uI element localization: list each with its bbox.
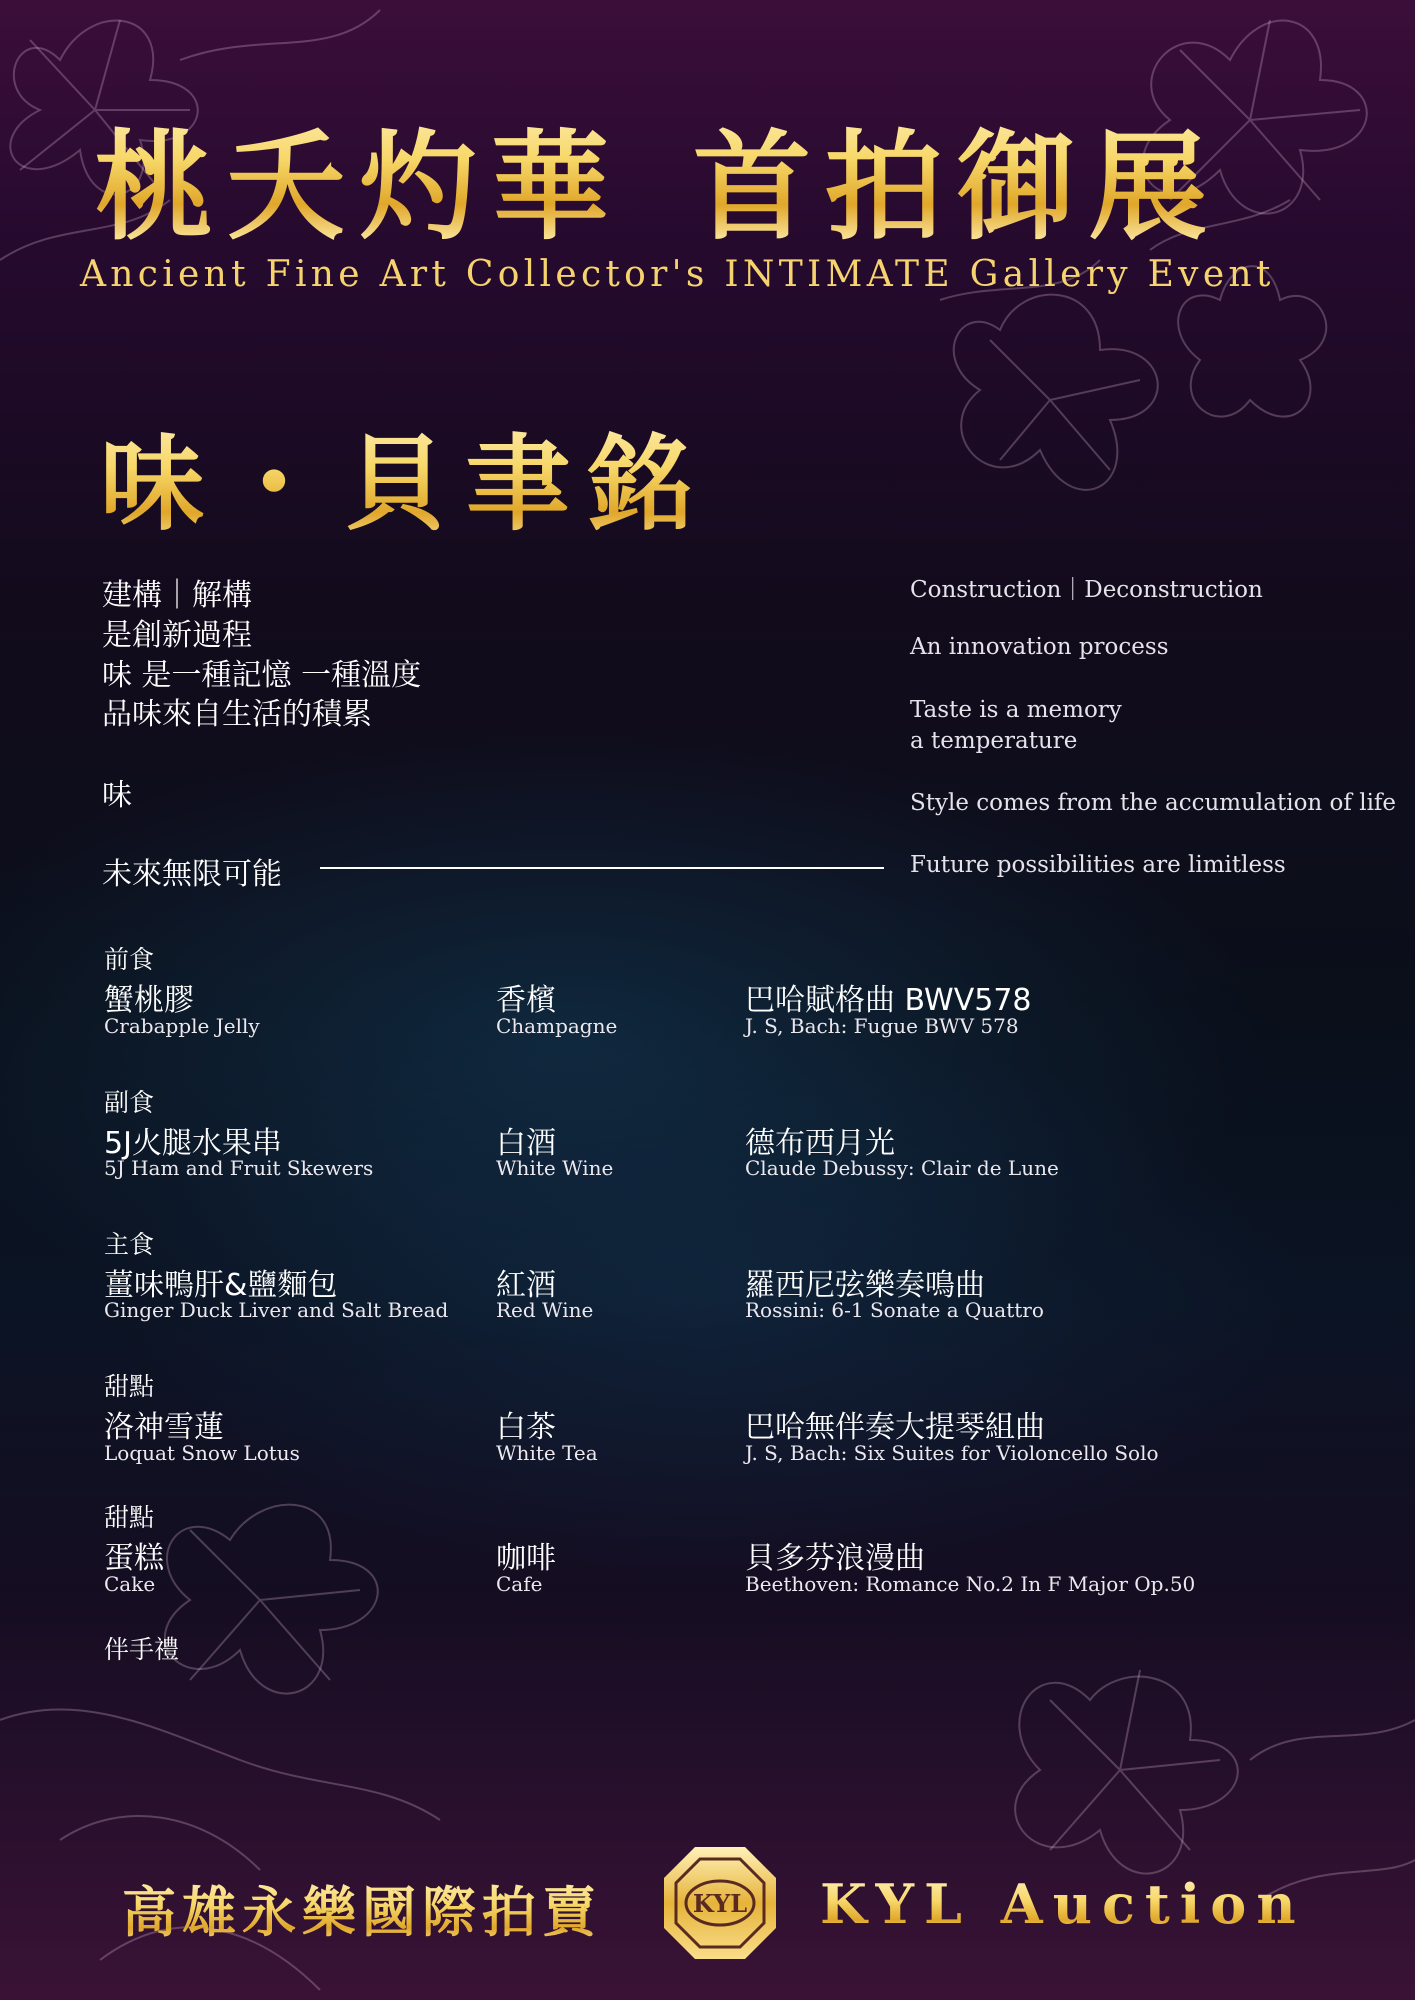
intro-en-line: Taste is a memory <box>910 697 1122 723</box>
music-name-en: Claude Debussy: Clair de Lune <box>745 1156 1059 1180</box>
music-name-zh: 巴哈無伴奏大提琴組曲 <box>745 1410 1045 1445</box>
dish-name-zh: 洛神雪蓮 <box>104 1410 224 1445</box>
dish-name-zh: 薑味鴨肝&鹽麵包 <box>104 1268 338 1303</box>
drink-name-zh: 香檳 <box>496 983 556 1018</box>
kyl-logo-icon <box>660 1843 780 1963</box>
intro-zh-line: 品味來自生活的積累 <box>102 697 372 732</box>
gift-label: 伴手禮 <box>104 1635 180 1664</box>
logo-text: KYL <box>692 1889 748 1918</box>
drink-name-zh: 咖啡 <box>496 1541 556 1576</box>
dish-name-zh: 蟹桃膠 <box>104 983 194 1018</box>
music-name-zh: 德布西月光 <box>745 1126 895 1161</box>
dish-name-en: 5J Ham and Fruit Skewers <box>104 1156 374 1180</box>
intro-zh-line: 建構｜解構 <box>102 578 252 613</box>
music-name-en: J. S, Bach: Fugue BWV 578 <box>745 1014 1019 1038</box>
drink-name-en: White Wine <box>496 1156 614 1180</box>
drink-name-en: Cafe <box>496 1572 543 1596</box>
dish-name-zh: 5J火腿水果串 <box>104 1126 282 1161</box>
dish-name-en: Loquat Snow Lotus <box>104 1441 300 1465</box>
dish-name-en: Ginger Duck Liver and Salt Bread <box>104 1298 449 1322</box>
course-label: 前食 <box>104 945 155 974</box>
music-name-en: Beethoven: Romance No.2 In F Major Op.50 <box>745 1572 1196 1596</box>
event-title <box>95 92 1355 256</box>
intro-zh-line: 味 是一種記憶 一種溫度 <box>102 658 422 693</box>
course-label: 副食 <box>104 1088 155 1117</box>
course-label: 甜點 <box>104 1503 155 1532</box>
intro-en-line: Style comes from the accumulation of life <box>910 790 1397 816</box>
intro-en-line: a temperature <box>910 728 1078 754</box>
company-name-en: KYL Auction <box>820 1872 1306 1936</box>
dish-name-zh: 蛋糕 <box>104 1541 164 1576</box>
music-name-en: Rossini: 6-1 Sonate a Quattro <box>745 1298 1044 1322</box>
intro-en-line: An innovation process <box>910 634 1169 660</box>
event-subtitle: Ancient Fine Art Collector's INTIMATE Gallery Event <box>80 254 1275 295</box>
drink-name-en: Champagne <box>496 1014 618 1038</box>
intro-en-line: Future possibilities are limitless <box>910 852 1286 878</box>
company-name-zh: 高雄永樂國際拍賣 <box>122 1870 602 1947</box>
music-name-zh: 貝多芬浪漫曲 <box>745 1541 925 1576</box>
intro-zh-line: 未來無限可能 <box>102 857 282 892</box>
drink-name-en: White Tea <box>496 1441 598 1465</box>
music-name-zh: 羅西尼弦樂奏鳴曲 <box>745 1268 985 1303</box>
course-label: 主食 <box>104 1230 155 1259</box>
dish-name-en: Crabapple Jelly <box>104 1014 260 1038</box>
drink-name-zh: 白茶 <box>496 1410 556 1445</box>
music-name-zh: 巴哈賦格曲 BWV578 <box>745 983 1032 1018</box>
drink-name-en: Red Wine <box>496 1298 594 1322</box>
intro-zh-line: 味 <box>102 778 132 813</box>
event-title-part1: 桃夭灼華 <box>95 117 624 256</box>
intro-en-line: Construction｜Deconstruction <box>910 577 1263 603</box>
dish-name-en: Cake <box>104 1572 156 1596</box>
course-label: 甜點 <box>104 1372 155 1401</box>
intro-zh-line: 是創新過程 <box>102 618 252 653</box>
drink-name-zh: 紅酒 <box>496 1268 556 1303</box>
section-title: 味・貝聿銘 <box>100 400 710 550</box>
music-name-en: J. S, Bach: Six Suites for Violoncello Solo <box>745 1441 1159 1465</box>
event-title-part2: 首拍御展 <box>693 117 1222 256</box>
drink-name-zh: 白酒 <box>496 1126 556 1161</box>
divider-line <box>320 867 884 869</box>
